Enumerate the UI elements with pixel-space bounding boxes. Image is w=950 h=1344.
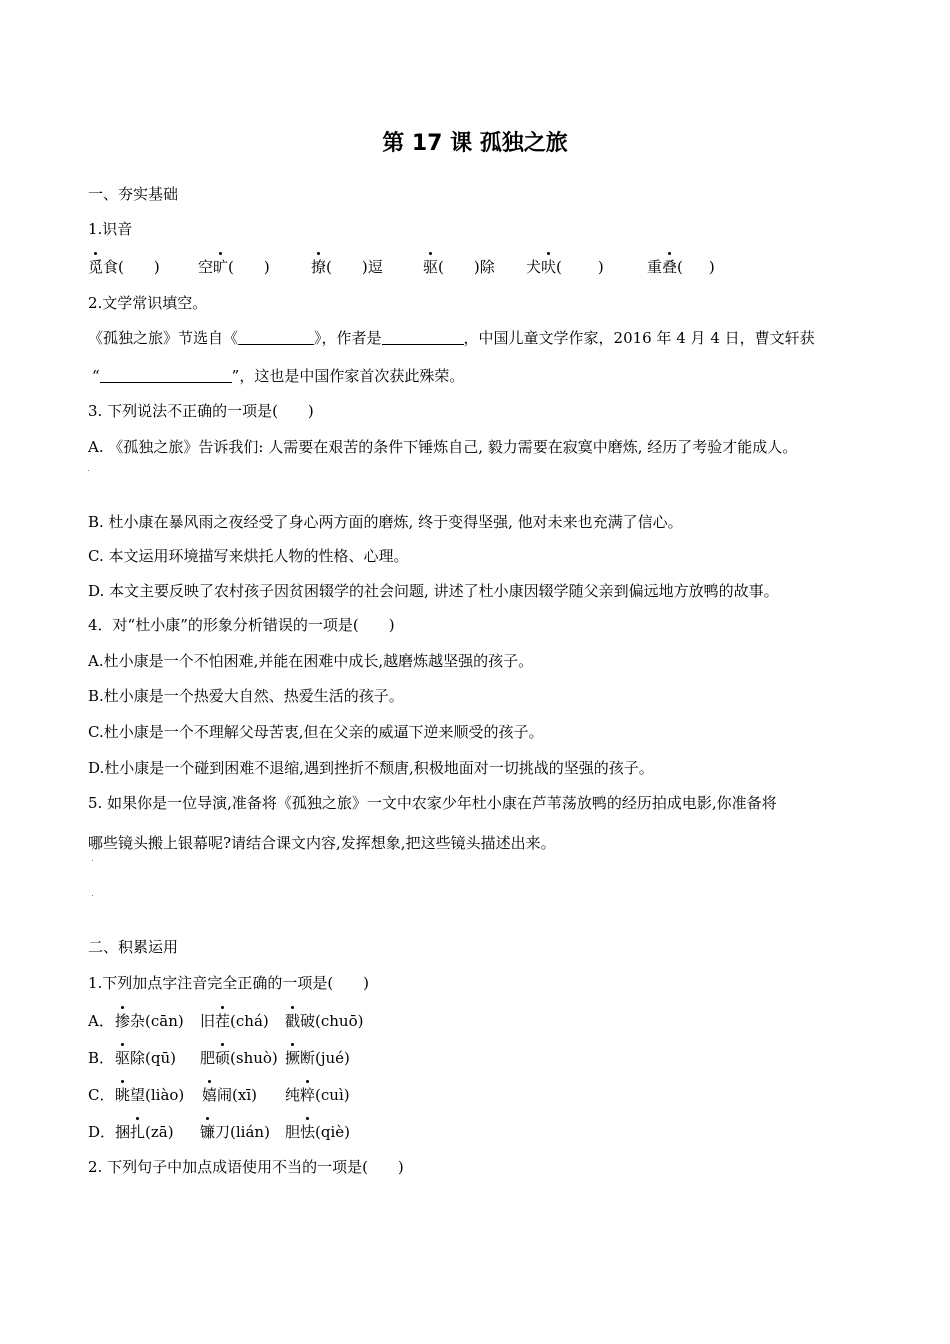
s2-q2-label: 2. 下列句子中加点成语使用不当的一项是( ): [88, 1158, 404, 1176]
blank-field[interactable]: [382, 328, 464, 345]
dotted-char: 驱: [423, 258, 439, 276]
q1-item: 犬吠( ): [526, 258, 604, 276]
q1-item: 重叠( ): [647, 258, 715, 276]
q3-option-b: B. 杜小康在暴风雨之夜经受了身心两方面的磨炼, 终于变得坚强, 他对未来也充满了信心。: [88, 513, 683, 531]
section-heading-1: 一、夯实基础: [88, 185, 179, 203]
option-item: 戳破(chuō): [285, 1012, 364, 1030]
dotted-char: 觅: [88, 258, 104, 276]
q4-option-d: D.杜小康是一个碰到困难不退缩,遇到挫折不颓唐,积极地面对一切挑战的坚强的孩子。: [88, 759, 654, 777]
dotted-char: 撩: [311, 258, 327, 276]
option-item: 掺杂(cān): [115, 1012, 184, 1030]
paragraph-mark: [92, 895, 93, 896]
option-item: 胆怯(qiè): [285, 1123, 351, 1141]
q2-label: 2.文学常识填空。: [88, 294, 208, 312]
option-item: 嬉闹(xī): [202, 1086, 257, 1104]
q1-item: 撩( )逗: [311, 258, 383, 276]
option-letter: C．: [88, 1086, 115, 1104]
option-letter: A．: [88, 1012, 114, 1030]
q3-option-a: A. 《孤独之旅》告诉我们: 人需要在艰苦的条件下锤炼自己, 毅力需要在寂寞中磨炼, 经历了考验才能成人。: [88, 438, 798, 456]
dotted-char: 叠: [662, 258, 678, 276]
dotted-char: 吠: [541, 258, 557, 276]
option-item: 捆扎(zā): [115, 1123, 174, 1141]
q1-item: 觅食( ): [88, 258, 160, 276]
s2-q1-label: 1.下列加点字注音完全正确的一项是( ): [88, 974, 370, 992]
blank-field[interactable]: [100, 366, 232, 383]
q3-option-c: C. 本文运用环境描写来烘托人物的性格、心理。: [88, 547, 409, 565]
dotted-char: 旷: [213, 258, 229, 276]
q3-option-d: D. 本文主要反映了农村孩子因贫困辍学的社会问题, 讲述了杜小康因辍学随父亲到偏远地方放鸭的故事。: [88, 582, 779, 600]
option-item: 眺望(liào): [115, 1086, 185, 1104]
option-item: 纯粹(cuì): [285, 1086, 350, 1104]
q5-line2: 哪些镜头搬上银幕呢?请结合课文内容,发挥想象,把这些镜头描述出来。: [88, 834, 556, 852]
page-title: 第 17 课 孤独之旅: [382, 131, 568, 156]
q4-label: 4．对“杜小康”的形象分析错误的一项是( ): [88, 616, 395, 634]
q2-line2: “ ”，这也是中国作家首次获此殊荣。: [92, 367, 465, 385]
q4-option-b: B.杜小康是一个热爱大自然、热爱生活的孩子。: [88, 687, 404, 705]
option-item: 肥硕(shuò): [200, 1049, 278, 1067]
q1-item: 驱( )除: [423, 258, 495, 276]
section-heading-2: 二、积累运用: [88, 938, 179, 956]
option-item: 旧茬(chá): [200, 1012, 269, 1030]
q4-option-c: C.杜小康是一个不理解父母苦衷,但在父亲的威逼下逆来顺受的孩子。: [88, 723, 544, 741]
q5-line1: 5. 如果你是一位导演,准备将《孤独之旅》一文中农家少年杜小康在芦苇荡放鸭的经历拍成电影,你准备将: [88, 794, 777, 812]
paragraph-mark: [92, 860, 93, 861]
q2-line1: 《孤独之旅》节选自《 》，作者是 ，中国儿童文学作家，2016 年 4 月 4 日，曹文轩获: [88, 329, 815, 347]
option-item: 镰刀(lián): [200, 1123, 270, 1141]
paragraph-mark: [88, 470, 89, 471]
blank-field[interactable]: [238, 328, 314, 345]
q1-label: 1.识音: [88, 220, 133, 238]
q3-label: 3. 下列说法不正确的一项是( ): [88, 402, 314, 420]
option-letter: B．: [88, 1049, 115, 1067]
option-item: 驱除(qū): [115, 1049, 176, 1067]
option-item: 撅断(jué): [285, 1049, 350, 1067]
option-letter: D．: [88, 1123, 116, 1141]
q1-item: 空旷( ): [198, 258, 270, 276]
q4-option-a: A.杜小康是一个不怕困难,并能在困难中成长,越磨炼越坚强的孩子。: [88, 652, 534, 670]
